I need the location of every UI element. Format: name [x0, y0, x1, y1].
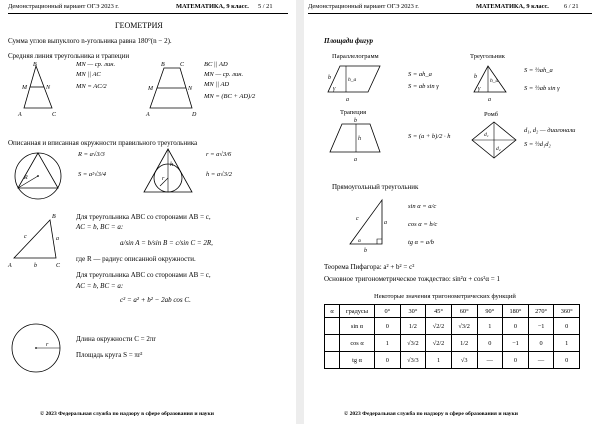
- parallelogram-figure: [324, 62, 404, 104]
- header-page-number: 5 / 21: [258, 3, 273, 10]
- trap-B-label: B: [161, 62, 165, 68]
- table-cell: —: [528, 352, 554, 369]
- circle-area-formula: Площадь круга S = πr²: [76, 351, 143, 359]
- header-subject: МАТЕМАТИКА, 9 класс.: [176, 3, 249, 10]
- table-cell: 0: [375, 318, 401, 335]
- header-subject: МАТЕМАТИКА, 9 класс.: [476, 3, 549, 10]
- parallelogram-title: Параллелограмм: [332, 53, 379, 60]
- trap-D-label: D: [192, 112, 197, 118]
- sine-where: где R — радиус описанной окружности.: [76, 255, 196, 263]
- table-cell: 0: [554, 352, 580, 369]
- header-left: Демонстрационный вариант ОГЭ 2023 г.: [308, 3, 419, 10]
- table-cell: √3/2: [400, 335, 426, 352]
- tri-angle-gamma: γ: [478, 86, 481, 92]
- table-cell: 0: [554, 318, 580, 335]
- abc-vertex-A: A: [8, 263, 12, 269]
- circle-figure: [8, 322, 70, 378]
- table-cell: 1: [554, 335, 580, 352]
- trap-height-h: h: [358, 136, 361, 142]
- para-height: h_a: [348, 77, 357, 83]
- tri-area-1: S = ½ah_a: [524, 67, 553, 74]
- trig-identity: Основное тригонометрическое тождество: sin²α + cos²α = 1: [324, 275, 500, 283]
- table-header-cell: 180°: [503, 305, 529, 318]
- table-header-cell: 45°: [426, 305, 452, 318]
- para-angle-gamma: γ: [333, 86, 336, 92]
- cos-definition: cos α = b/c: [408, 221, 438, 228]
- vertex-N-label: N: [46, 85, 51, 91]
- tg-definition: tg α = a/b: [408, 239, 435, 246]
- trapezoid-title: Трапеция: [340, 109, 367, 116]
- trap-formula-2: MN — ср. лин.: [204, 71, 244, 78]
- rhombus-area: S = ½d₁d₂: [524, 141, 551, 148]
- trap-formula-4: MN = (BC + AD)/2: [204, 93, 256, 100]
- tri-formula-3: MN = AC/2: [76, 83, 107, 90]
- abc-vertex-B: B: [52, 214, 56, 220]
- areas-title: Площади фигур: [324, 37, 373, 45]
- right-triangle-figure: [344, 194, 396, 254]
- table-cell: −1: [503, 335, 529, 352]
- page-gutter: [296, 0, 304, 424]
- abc-vertex-C: C: [56, 263, 61, 269]
- trap-N-label: N: [188, 86, 193, 92]
- table-cell: [325, 352, 340, 369]
- rhombus-figure: [470, 120, 520, 164]
- rhombus-title: Ромб: [484, 111, 498, 118]
- table-header-cell: α: [325, 305, 340, 318]
- trig-values-table: [324, 304, 580, 369]
- circumradius-formula: R = a√3/3: [78, 151, 105, 158]
- para-area-2: S = ab sin γ: [408, 83, 439, 90]
- table-cell: √3/2: [451, 318, 477, 335]
- abc-side-a: a: [56, 236, 59, 242]
- incircle-figure: [140, 146, 200, 204]
- midline-triangle-figure: [8, 60, 68, 118]
- table-row: [325, 352, 580, 369]
- rt-hyp-c: c: [356, 216, 359, 222]
- sine-intro-sides: AC = b, BC = a:: [76, 223, 124, 231]
- tri-formula-1: MN — ср. лин.: [76, 61, 116, 68]
- abc-side-c: c: [24, 234, 27, 240]
- page-5: [0, 0, 296, 424]
- triangle-abc-figure: [8, 212, 72, 272]
- header-left: Демонстрационный вариант ОГЭ 2023 г.: [8, 3, 119, 10]
- midline-title: Средняя линия треугольника и трапеции: [8, 52, 130, 60]
- circles-title: Описанная и вписанная окружности правильного треугольника: [8, 139, 198, 147]
- rt-leg-a: a: [384, 220, 387, 226]
- pythagorean-theorem: Теорема Пифагора: a² + b² = c²: [324, 263, 415, 271]
- tri-side-a: a: [488, 97, 491, 103]
- table-header-cell: 0°: [375, 305, 401, 318]
- law-of-sines: a/sin A = b/sin B = c/sin C = 2R,: [120, 239, 213, 247]
- table-cell: 1/2: [451, 335, 477, 352]
- trap-formula-1: BC || AD: [204, 61, 228, 68]
- table-cell: 1/2: [400, 318, 426, 335]
- table-header-cell: 90°: [477, 305, 503, 318]
- vertex-A-label: A: [18, 112, 22, 118]
- trap-M-label: M: [148, 86, 153, 92]
- table-cell: 0: [503, 352, 529, 369]
- para-side-b: b: [328, 75, 331, 81]
- table-cell: 1: [375, 335, 401, 352]
- para-area-1: S = ah_a: [408, 71, 432, 78]
- table-header-cell: градусы: [340, 305, 375, 318]
- para-side-a: a: [346, 97, 349, 103]
- table-cell: —: [477, 352, 503, 369]
- tri-area-2: S = ½ab sin γ: [524, 85, 560, 92]
- table-header-cell: 270°: [528, 305, 554, 318]
- table-cell: 0: [477, 335, 503, 352]
- trap-C-label: C: [180, 62, 185, 68]
- table-cell: sin α: [340, 318, 375, 335]
- trap-base-a: a: [354, 157, 357, 163]
- footer-copyright: © 2023 Федеральная служба по надзору в сфере образования и науки: [344, 411, 518, 417]
- circumcircle-figure: [12, 150, 72, 202]
- polygon-angle-sum: Сумма углов выпуклого n-угольника равна 180°(n − 2).: [8, 37, 172, 45]
- table-cell: √3: [451, 352, 477, 369]
- triangle-area-figure: [470, 62, 520, 104]
- cos-intro-sides: AC = b, BC = a:: [76, 282, 124, 290]
- vertex-C-label: C: [52, 112, 57, 118]
- tri-height: h_a: [490, 78, 499, 84]
- rhombus-d1: d₁: [484, 132, 489, 138]
- section-title: ГЕОМЕТРИЯ: [115, 21, 163, 30]
- height-label: h: [170, 162, 173, 168]
- table-cell: −1: [528, 318, 554, 335]
- table-cell: 0: [503, 318, 529, 335]
- table-cell: cos α: [340, 335, 375, 352]
- header-page-number: 6 / 21: [564, 3, 579, 10]
- trap-A-label: A: [146, 112, 150, 118]
- vertex-M-label: M: [22, 85, 27, 91]
- cos-intro: Для треугольника ABC со сторонами AB = c,: [76, 271, 211, 279]
- sin-definition: sin α = a/c: [408, 203, 437, 210]
- rt-angle-alpha: α: [358, 238, 361, 244]
- table-cell: [325, 335, 340, 352]
- footer-copyright: © 2023 Федеральная служба по надзору в сфере образования и науки: [40, 411, 214, 417]
- trig-table-title: Некоторые значения тригонометрических функций: [374, 293, 516, 300]
- vertex-B-label: B: [33, 62, 37, 68]
- sine-intro: Для треугольника ABC со сторонами AB = c,: [76, 213, 211, 221]
- height-formula: h = a√3/2: [206, 171, 233, 178]
- table-row: [325, 318, 580, 335]
- circumradius-label: R: [24, 175, 28, 181]
- table-cell: 1: [477, 318, 503, 335]
- law-of-cosines: c² = a² + b² − 2ab cos C.: [120, 296, 191, 304]
- abc-side-b: b: [34, 263, 37, 269]
- header-rule: [308, 13, 592, 14]
- inradius-label: r: [162, 176, 165, 182]
- table-cell: [325, 318, 340, 335]
- table-cell: 0: [528, 335, 554, 352]
- triangle-title: Треугольник: [470, 53, 505, 60]
- rt-leg-b: b: [364, 248, 367, 254]
- tri-formula-2: MN || AC: [76, 71, 101, 78]
- triangle-area-formula: S = a²√3/4: [78, 171, 106, 178]
- table-header-cell: 60°: [451, 305, 477, 318]
- inradius-formula: r = a√3/6: [206, 151, 232, 158]
- rhombus-d2: d₂: [496, 146, 501, 152]
- table-cell: √2/2: [426, 335, 452, 352]
- trapezoid-area-figure: [326, 118, 396, 164]
- right-triangle-title: Прямоугольный треугольник: [332, 183, 419, 191]
- rhombus-diagonals: d₁, d₂ — диагонали: [524, 127, 576, 134]
- midline-trapezoid-figure: [138, 60, 208, 118]
- table-row: [325, 335, 580, 352]
- table-header-cell: 30°: [400, 305, 426, 318]
- trap-top-b: b: [354, 118, 357, 124]
- table-cell: √3/3: [400, 352, 426, 369]
- table-cell: tg α: [340, 352, 375, 369]
- table-header-row: [325, 305, 580, 318]
- circle-radius-label: r: [46, 342, 49, 348]
- table-cell: 1: [426, 352, 452, 369]
- page-6: [304, 0, 600, 424]
- circumference-formula: Длина окружности C = 2πr: [76, 335, 156, 343]
- trap-formula-3: MN || AD: [204, 81, 230, 88]
- table-header-cell: 360°: [554, 305, 580, 318]
- table-cell: √2/2: [426, 318, 452, 335]
- table-cell: 0: [375, 352, 401, 369]
- trap-area-formula: S = (a + b)/2 · h: [408, 133, 451, 140]
- tri-side-b: b: [474, 74, 477, 80]
- header-rule: [8, 13, 288, 14]
